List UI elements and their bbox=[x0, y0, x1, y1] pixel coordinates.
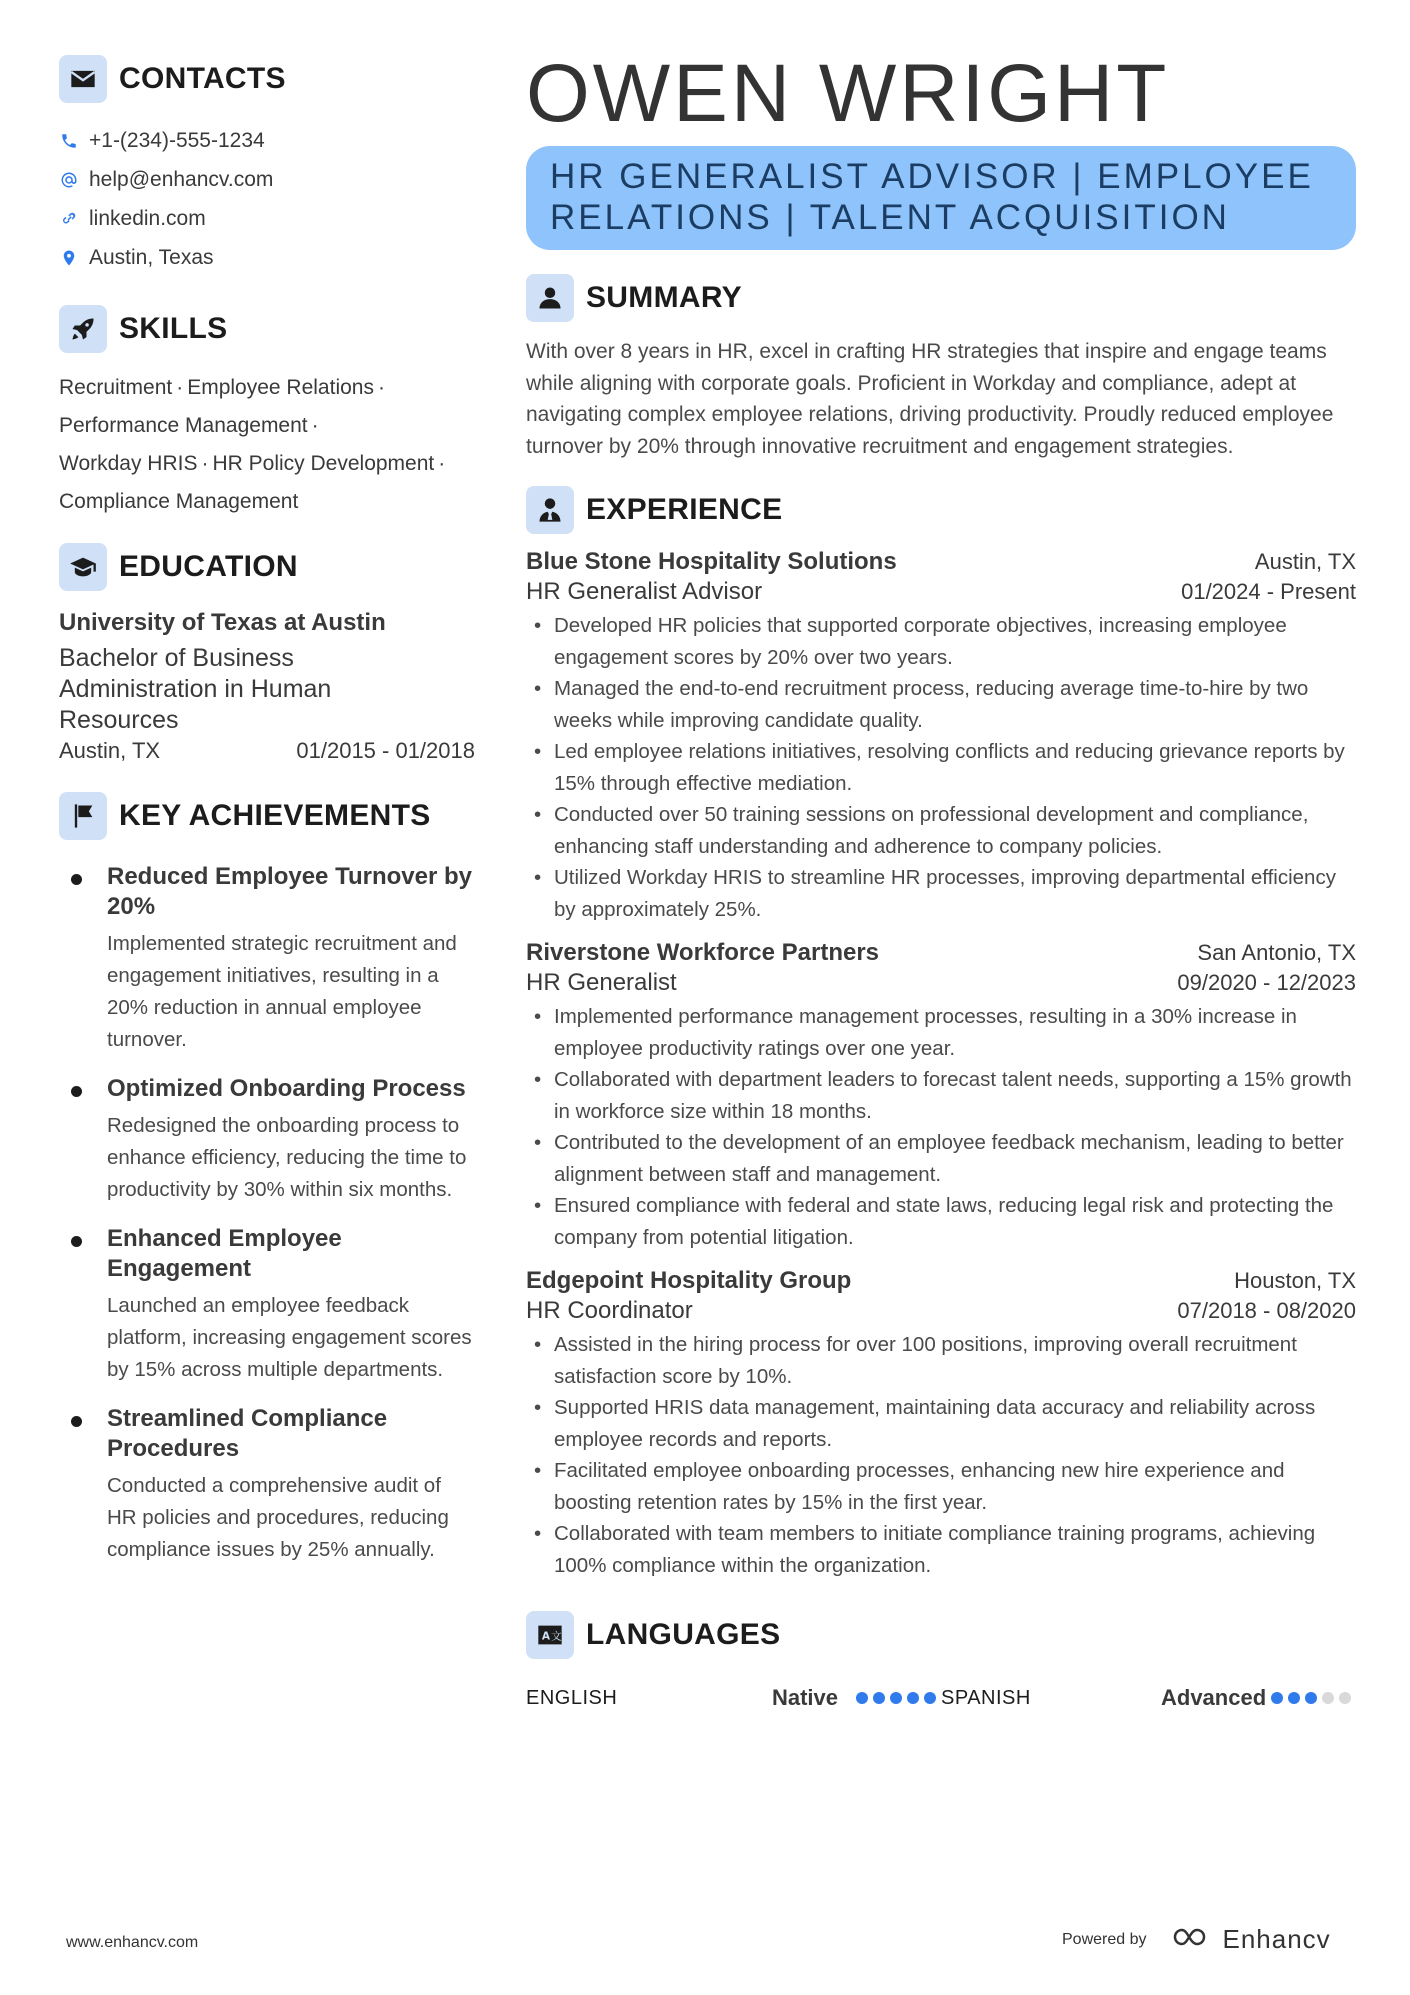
achievement-desc: Implemented strategic recruitment and engagement initiatives, resulting in a 20% reduction in annual employee turnover. bbox=[107, 932, 457, 1051]
map-pin-icon bbox=[59, 248, 79, 268]
summary-section bbox=[526, 274, 1356, 462]
skill-item: Workday HRIS bbox=[59, 452, 198, 475]
job-company: Blue Stone Hospitality Solutions bbox=[526, 548, 897, 575]
achievements-section bbox=[59, 792, 475, 1566]
job-bullet: • Managed the end-to-end recruitment process, reducing average time-to-hire by two weeks while improving candidate quality. bbox=[526, 673, 1356, 736]
job-location: San Antonio, TX bbox=[1197, 940, 1356, 965]
job-entry bbox=[526, 1267, 1356, 1581]
skills-line: Recruitment · Employee Relations · bbox=[59, 376, 385, 399]
brand-name: Enhancv bbox=[1222, 1924, 1331, 1954]
job-bullet: • Facilitated employee onboarding processes, enhancing new hire experience and boosting retention rates by 15% in the first year. bbox=[526, 1455, 1356, 1518]
contacts-header bbox=[59, 55, 475, 103]
job-bullets bbox=[526, 1329, 1356, 1581]
achievement-title: Streamlined Compliance Procedures bbox=[107, 1405, 388, 1462]
experience-title: EXPERIENCE bbox=[586, 493, 783, 526]
rating-dot bbox=[1271, 1692, 1283, 1704]
contact-email[interactable] bbox=[59, 160, 475, 199]
phone-icon bbox=[59, 131, 79, 151]
language-level: Advanced bbox=[1161, 1685, 1267, 1710]
job-bullet: • Led employee relations initiatives, resolving conflicts and reducing grievance reports by 15% through effective mediation. bbox=[526, 736, 1356, 799]
education-location: Austin, TX bbox=[59, 738, 161, 763]
job-role: HR Coordinator bbox=[526, 1297, 693, 1324]
skills-line bbox=[59, 483, 475, 521]
summary-text: With over 8 years in HR, excel in crafting HR strategies that inspire and engage teams while aligning with corporate goals. Proficient in Workday and compliance, adept at navigating complex employee relations, driving productivity. Proudly reduced employee turnover by 20% through innovative recruitment and engagement strategies. bbox=[526, 340, 1334, 458]
job-role: HR Generalist Advisor bbox=[526, 578, 763, 605]
contact-phone[interactable] bbox=[59, 121, 475, 160]
language-rating bbox=[1271, 1692, 1351, 1704]
achievement-item bbox=[59, 862, 475, 1056]
summary-header bbox=[526, 274, 1356, 322]
candidate-headline: HR GENERALIST ADVISOR | EMPLOYEE RELATIONS | TALENT ACQUISITION bbox=[526, 146, 1356, 250]
achievement-desc: Launched an employee feedback platform, increasing engagement scores by 15% across multiple departments. bbox=[107, 1294, 472, 1381]
languages-list bbox=[526, 1685, 1356, 1711]
bullet-icon bbox=[71, 1236, 82, 1247]
user-tie-icon bbox=[526, 486, 574, 534]
skill-item: Performance Management bbox=[59, 414, 308, 437]
flag-icon bbox=[59, 792, 107, 840]
education-meta bbox=[59, 738, 475, 764]
language-level: Native bbox=[771, 1685, 838, 1710]
skill-item: Employee Relations bbox=[187, 376, 374, 399]
job-entry bbox=[526, 939, 1356, 1253]
languages-title: LANGUAGES bbox=[586, 1618, 781, 1651]
powered-by-label: Powered by bbox=[1062, 1930, 1147, 1948]
skills-title: SKILLS bbox=[119, 312, 228, 345]
job-bullet: • Implemented performance management processes, resulting in a 30% increase in employee productivity ratings over one year. bbox=[526, 1001, 1356, 1064]
experience-header bbox=[526, 486, 1356, 534]
contact-list bbox=[59, 121, 475, 277]
education-section bbox=[59, 543, 475, 764]
candidate-name: OWEN WRIGHT bbox=[526, 48, 1170, 139]
language-item bbox=[941, 1685, 1356, 1711]
skills-line: Performance Management · bbox=[59, 414, 319, 437]
contact-email-text: help@enhancv.com bbox=[89, 167, 274, 191]
achievement-desc: Redesigned the onboarding process to enhance efficiency, reducing the time to productivity by 30% within six months. bbox=[107, 1114, 467, 1201]
job-location: Houston, TX bbox=[1234, 1268, 1356, 1293]
achievement-title: Reduced Employee Turnover by 20% bbox=[107, 863, 472, 920]
job-location: Austin, TX bbox=[1254, 549, 1356, 574]
svg-text:文: 文 bbox=[551, 1630, 562, 1643]
contacts-title: CONTACTS bbox=[119, 62, 286, 95]
job-bullet: • Collaborated with department leaders to forecast talent needs, supporting a 15% growth in workforce size within 18 months. bbox=[526, 1064, 1356, 1127]
summary-title: SUMMARY bbox=[586, 281, 742, 314]
job-entry bbox=[526, 548, 1356, 925]
user-icon bbox=[526, 274, 574, 322]
rating-dot bbox=[1339, 1692, 1351, 1704]
job-dates: 09/2020 - 12/2023 bbox=[1177, 970, 1356, 995]
graduation-cap-icon bbox=[59, 543, 107, 591]
skill-item: Compliance Management bbox=[59, 490, 299, 513]
rating-dot bbox=[924, 1692, 936, 1704]
skills-section bbox=[59, 305, 475, 521]
skills-header bbox=[59, 305, 475, 353]
achievements-header bbox=[59, 792, 475, 840]
job-bullet: • Contributed to the development of an employee feedback mechanism, leading to better alignment between staff and management. bbox=[526, 1127, 1356, 1190]
right-column bbox=[526, 50, 1356, 1711]
job-company: Edgepoint Hospitality Group bbox=[526, 1267, 852, 1294]
bullet-icon bbox=[71, 1086, 82, 1097]
skills-line: Workday HRIS · HR Policy Development · bbox=[59, 452, 446, 475]
bullet-icon bbox=[71, 1416, 82, 1427]
contact-linkedin-text: linkedin.com bbox=[89, 206, 206, 230]
at-sign-icon bbox=[59, 170, 79, 190]
language-name: SPANISH bbox=[941, 1686, 1031, 1709]
contacts-section bbox=[59, 55, 475, 277]
achievement-title: Enhanced Employee Engagement bbox=[107, 1225, 342, 1282]
rocket-icon bbox=[59, 305, 107, 353]
education-school: University of Texas at Austin bbox=[59, 609, 386, 636]
translate-icon bbox=[526, 1611, 574, 1659]
language-name: ENGLISH bbox=[526, 1686, 618, 1709]
rating-dot bbox=[873, 1692, 885, 1704]
languages-section bbox=[526, 1611, 1356, 1711]
achievement-title: Optimized Onboarding Process bbox=[107, 1075, 466, 1102]
job-bullet: • Developed HR policies that supported corporate objectives, increasing employee engagement scores by 20% over two years. bbox=[526, 610, 1356, 673]
job-bullet: • Utilized Workday HRIS to streamline HR processes, improving departmental efficiency by approximately 25%. bbox=[526, 862, 1356, 925]
education-dates: 01/2015 - 01/2018 bbox=[296, 738, 475, 763]
job-company: Riverstone Workforce Partners bbox=[526, 939, 880, 966]
rating-dot bbox=[1322, 1692, 1334, 1704]
enhancv-logo-icon bbox=[1171, 1924, 1217, 1955]
job-bullets bbox=[526, 610, 1356, 925]
left-column bbox=[59, 55, 475, 1566]
achievement-desc: Conducted a comprehensive audit of HR policies and procedures, reducing compliance issues by 25% annually. bbox=[107, 1474, 449, 1561]
contact-phone-text: +1-(234)-555-1234 bbox=[89, 128, 265, 152]
rating-dot bbox=[890, 1692, 902, 1704]
language-rating bbox=[856, 1692, 936, 1704]
job-bullets bbox=[526, 1001, 1356, 1253]
envelope-icon bbox=[59, 55, 107, 103]
contact-location bbox=[59, 238, 475, 277]
rating-dot bbox=[856, 1692, 868, 1704]
achievements-title: KEY ACHIEVEMENTS bbox=[119, 799, 431, 832]
education-degree: Bachelor of Business Administration in Human Resources bbox=[59, 644, 332, 734]
contact-location-text: Austin, Texas bbox=[89, 245, 214, 269]
contact-linkedin[interactable] bbox=[59, 199, 475, 238]
job-role: HR Generalist bbox=[526, 969, 677, 996]
job-bullet: • Conducted over 50 training sessions on professional development and compliance, enhancing staff understanding and adherence to company policies. bbox=[526, 799, 1356, 862]
skills-list bbox=[59, 369, 475, 521]
achievement-item bbox=[59, 1224, 475, 1386]
svg-text:A: A bbox=[541, 1630, 550, 1643]
bullet-icon bbox=[71, 874, 82, 885]
job-dates: 01/2024 - Present bbox=[1181, 579, 1356, 604]
achievements-list bbox=[59, 862, 475, 1566]
link-icon bbox=[59, 209, 79, 229]
language-item bbox=[526, 1685, 941, 1711]
education-title: EDUCATION bbox=[119, 550, 298, 583]
experience-section bbox=[526, 486, 1356, 1581]
footer-brand bbox=[1062, 1924, 1331, 1955]
skill-item: HR Policy Development bbox=[212, 452, 435, 475]
achievement-item bbox=[59, 1074, 475, 1206]
footer-website[interactable]: www.enhancv.com bbox=[66, 1934, 199, 1951]
skill-item: Recruitment bbox=[59, 376, 173, 399]
job-bullet: • Collaborated with team members to initiate compliance training programs, achieving 100% compliance within the organization. bbox=[526, 1518, 1356, 1581]
achievement-item bbox=[59, 1404, 475, 1566]
rating-dot bbox=[907, 1692, 919, 1704]
education-header bbox=[59, 543, 475, 591]
languages-header bbox=[526, 1611, 1356, 1659]
rating-dot bbox=[1305, 1692, 1317, 1704]
rating-dot bbox=[1288, 1692, 1300, 1704]
job-bullet: • Ensured compliance with federal and state laws, reducing legal risk and protecting the company from potential litigation. bbox=[526, 1190, 1356, 1253]
job-bullet: • Supported HRIS data management, maintaining data accuracy and reliability across employee records and reports. bbox=[526, 1392, 1356, 1455]
job-bullet: • Assisted in the hiring process for over 100 positions, improving overall recruitment satisfaction score by 10%. bbox=[526, 1329, 1356, 1392]
job-dates: 07/2018 - 08/2020 bbox=[1177, 1298, 1356, 1323]
